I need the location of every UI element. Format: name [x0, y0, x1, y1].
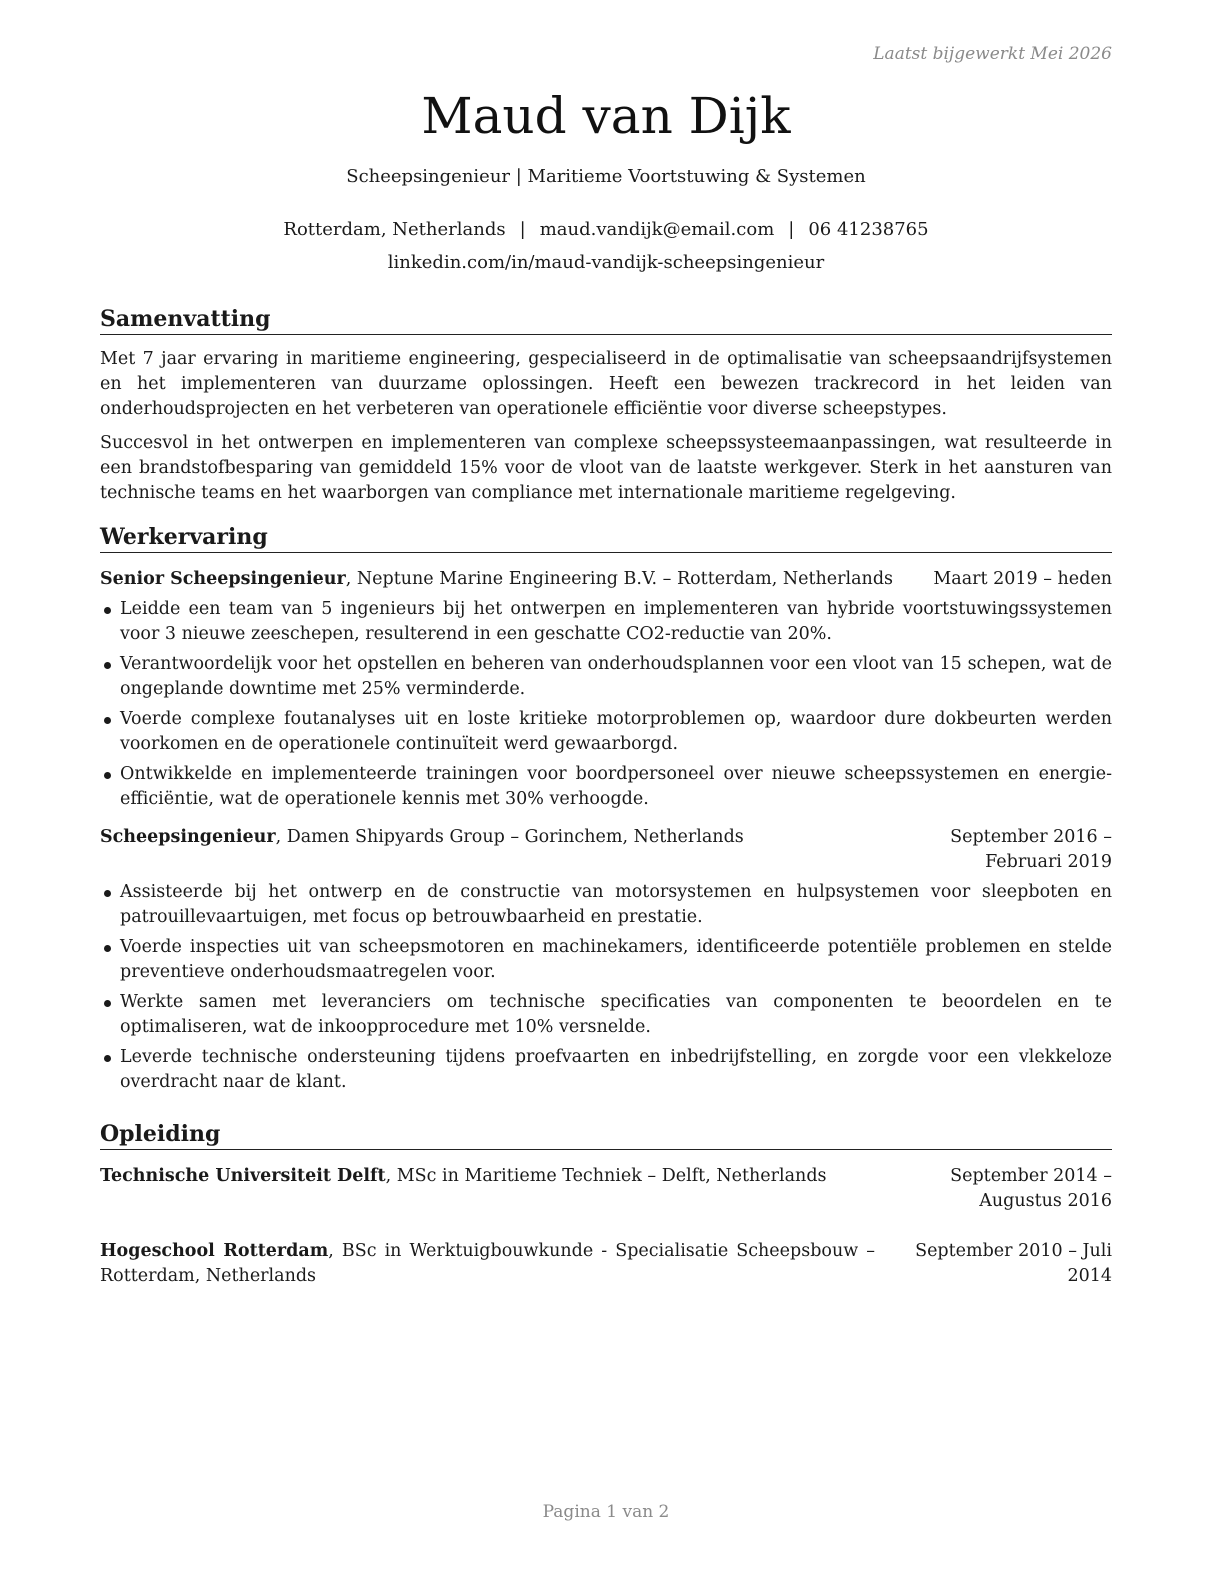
school-name: Technische Universiteit Delft — [100, 1166, 386, 1186]
education-entry — [100, 1239, 1112, 1289]
candidate-name: Maud van Dijk — [421, 87, 791, 145]
bullet-item: Werkte samen met leveranciers om technische specificaties van componenten te beoordelen en te optimaliseren, wat de inkoopprocedure met 10% versnelde. — [100, 990, 1112, 1040]
job-entry — [100, 825, 1112, 1095]
education-dates: September 2014 – Augustus 2016 — [950, 1166, 1112, 1211]
job-role: Scheepsingenieur — [100, 827, 276, 847]
page-number: Pagina 1 van 2 — [542, 1502, 670, 1522]
job-header — [100, 567, 1112, 592]
degree-detail: , BSc in Werktuigbouwkunde - Specialisatie Scheepsbouw – Rotterdam, Netherlands — [100, 1241, 876, 1286]
separator: | — [519, 219, 526, 240]
job-org: , Neptune Marine Engineering B.V. – Rotterdam, Netherlands — [345, 569, 893, 589]
bullet-item: Verantwoordelijk voor het opstellen en beheren van onderhoudsplannen voor een vloot van 15 schepen, wat de ongeplande downtime met 25% verminderde. — [100, 652, 1112, 702]
bullet-item: Voerde inspecties uit van scheepsmotoren en machinekamers, identificeerde potentiële problemen en stelde preventieve onderhoudsmaatregelen voor. — [100, 935, 1112, 985]
degree-detail: , MSc in Maritieme Techniek – Delft, Netherlands — [385, 1166, 827, 1186]
last-updated: Laatst bijgewerkt Mei 2026 — [873, 44, 1112, 64]
bullet-item: Assisteerde bij het ontwerp en de constructie van motorsystemen en hulpsystemen voor sleepboten en patrouillevaartuigen, met focus op betrouwbaarheid en prestatie. — [100, 880, 1112, 930]
bullet-item: Ontwikkelde en implementeerde trainingen voor boordpersoneel over nieuwe scheepssystemen en energie-efficiëntie, wat de operationele kennis met 30% verhoogde. — [100, 762, 1112, 812]
tagline: Scheepsingenieur | Maritieme Voortstuwing & Systemen — [346, 166, 866, 187]
school-name: Hogeschool Rotterdam — [100, 1241, 329, 1261]
job-dates: Maart 2019 – heden — [933, 569, 1112, 589]
summary-section — [100, 305, 1112, 506]
job-role: Senior Scheepsingenieur — [100, 569, 346, 589]
job-bullets — [100, 880, 1112, 1095]
section-title-experience: Werkervaring — [100, 523, 1112, 553]
job-bullets — [100, 597, 1112, 812]
education-dates: September 2010 – Juli 2014 — [915, 1241, 1112, 1286]
location: Rotterdam, Netherlands — [283, 219, 506, 240]
summary-paragraph: Met 7 jaar ervaring in maritieme engineering, gespecialiseerd in de optimalisatie van scheepsaandrijfsystemen en het implementeren van duurzame oplossingen. Heeft een bewezen trackrecord in het leiden van onderhoudsprojecten en het verbeteren van operationele efficiëntie voor diverse scheepstypes. — [100, 349, 1112, 419]
experience-section — [100, 523, 1112, 1100]
section-title-summary: Samenvatting — [100, 305, 1112, 335]
job-entry — [100, 567, 1112, 812]
email-link[interactable]: maud.vandijk@email.com — [539, 219, 775, 240]
bullet-item: Leidde een team van 5 ingenieurs bij het ontwerpen en implementeren van hybride voortstuwingssystemen voor 3 nieuwe zeeschepen, resulterend in een geschatte CO2-reductie van 20%. — [100, 597, 1112, 647]
education-section — [100, 1120, 1112, 1289]
contact-line — [100, 219, 1112, 240]
job-org: , Damen Shipyards Group – Gorinchem, Netherlands — [275, 827, 744, 847]
linkedin-link[interactable]: linkedin.com/in/maud-vandijk-scheepsingenieur — [387, 252, 825, 273]
job-dates: September 2016 – Februari 2019 — [950, 827, 1112, 872]
resume-page — [100, 0, 1112, 1584]
section-title-education: Opleiding — [100, 1120, 1112, 1150]
job-header — [100, 825, 1112, 875]
education-entry — [100, 1164, 1112, 1214]
phone: 06 41238765 — [808, 219, 929, 240]
separator: | — [788, 219, 795, 240]
bullet-item: Voerde complexe foutanalyses uit en loste kritieke motorproblemen op, waardoor dure dokbeurten werden voorkomen en de operationele continuïteit werd gewaarborgd. — [100, 707, 1112, 757]
bullet-item: Leverde technische ondersteuning tijdens proefvaarten en inbedrijfstelling, en zorgde voor een vlekkeloze overdracht naar de klant. — [100, 1045, 1112, 1095]
summary-paragraph: Succesvol in het ontwerpen en implementeren van complexe scheepssysteemaanpassingen, wat resulteerde in een brandstofbesparing van gemiddeld 15% voor de vloot van de laatste werkgever. Sterk in het aansturen van technische teams en het waarborgen van compliance met internationale maritieme regelgeving. — [100, 433, 1112, 503]
